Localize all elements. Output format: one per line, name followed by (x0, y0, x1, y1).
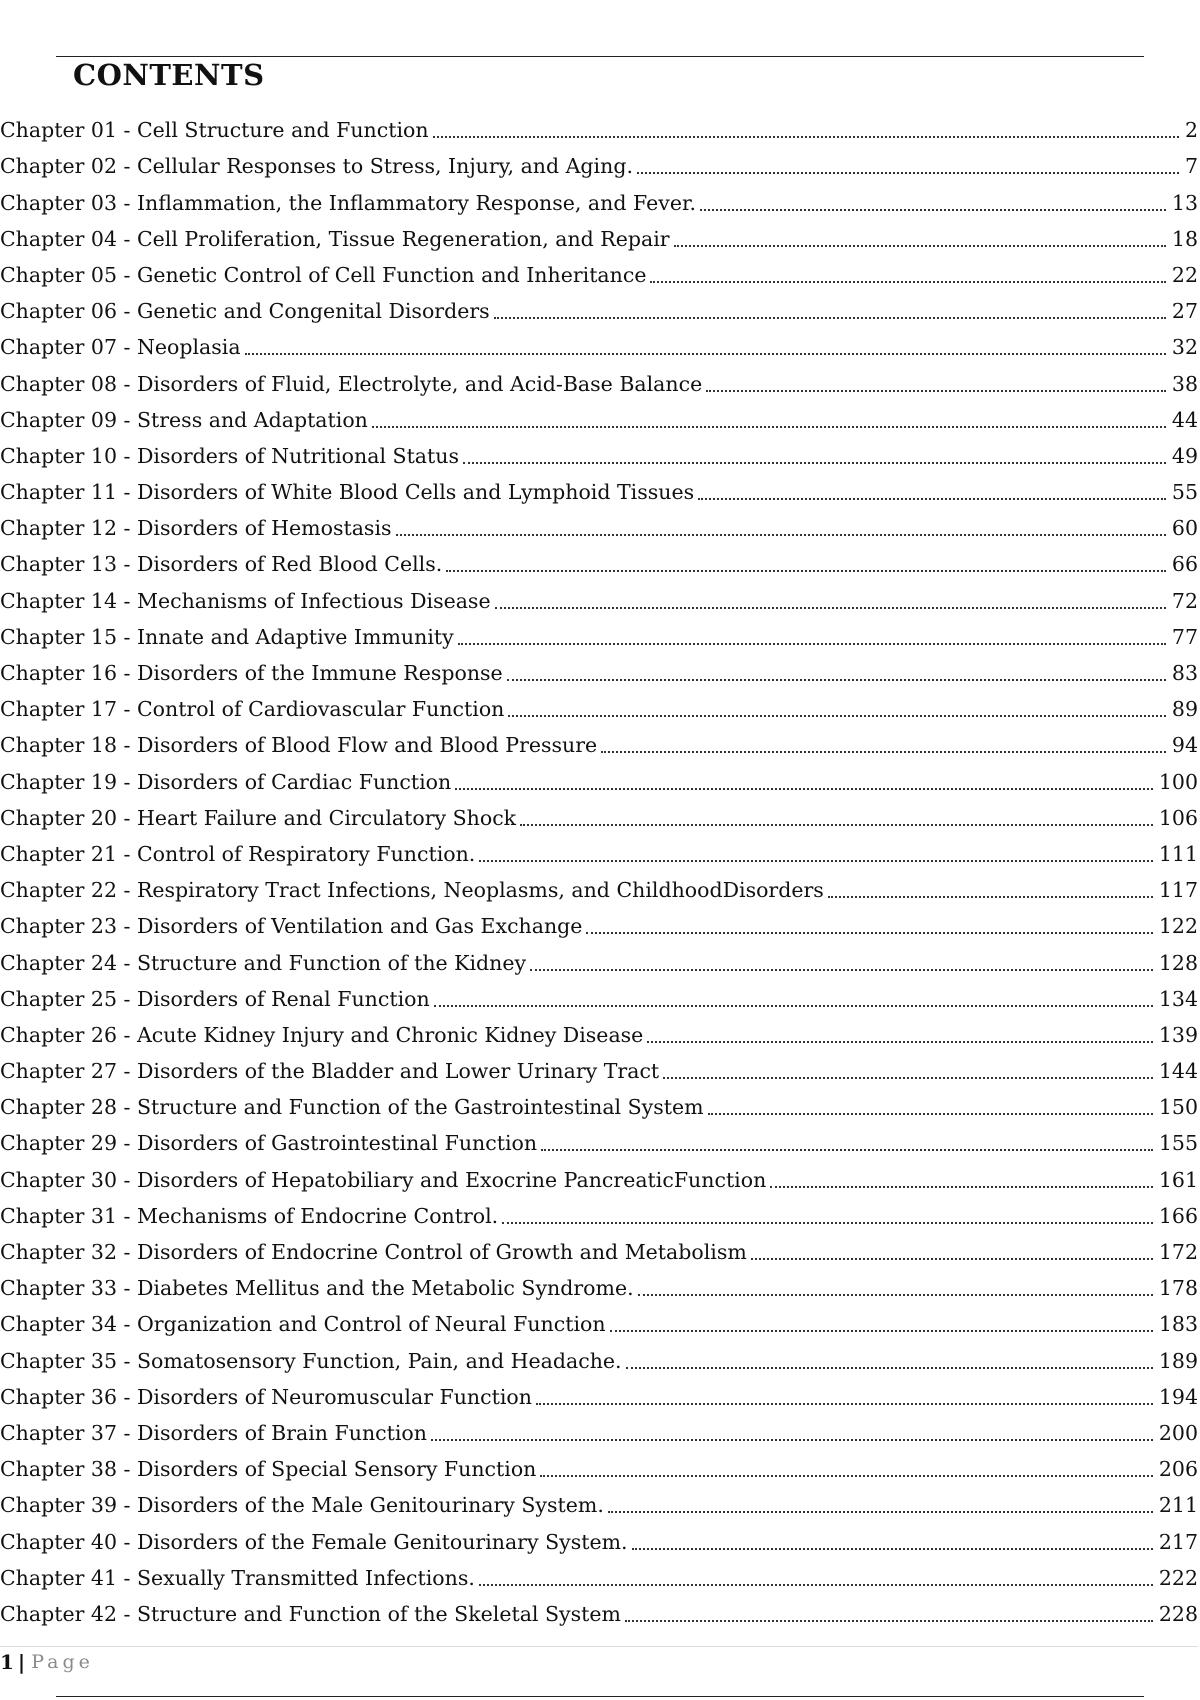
toc-entry-page: 55 (1171, 480, 1198, 505)
toc-entry[interactable] (0, 944, 1198, 980)
toc-entry[interactable] (0, 546, 1198, 582)
toc-entry-title: Chapter 12 - Disorders of Hemostasis (0, 516, 392, 541)
toc-dot-leader (372, 426, 1166, 428)
toc-dot-leader (608, 1511, 1153, 1513)
toc-entry-page: 60 (1171, 516, 1198, 541)
toc-entry-page: 189 (1158, 1348, 1198, 1373)
toc-entry-title: Chapter 42 - Structure and Function of the Skeletal System (0, 1601, 621, 1626)
toc-dot-leader (431, 1439, 1153, 1441)
toc-entry-title: Chapter 04 - Cell Proliferation, Tissue Regeneration, and Repair (0, 226, 670, 251)
toc-entry-page: 100 (1158, 769, 1198, 794)
toc-entry-page: 27 (1171, 299, 1198, 324)
toc-entry-title: Chapter 19 - Disorders of Cardiac Function (0, 769, 452, 794)
toc-entry[interactable] (0, 1306, 1198, 1342)
toc-entry-title: Chapter 08 - Disorders of Fluid, Electrolyte, and Acid-Base Balance (0, 371, 703, 396)
toc-entry-page: 206 (1158, 1457, 1198, 1482)
page-footer (0, 1650, 94, 1674)
toc-entry-page: 222 (1158, 1565, 1198, 1590)
toc-entry[interactable] (0, 1342, 1198, 1378)
toc-entry-title: Chapter 16 - Disorders of the Immune Response (0, 661, 503, 685)
footer-page-word: Page (31, 1651, 94, 1673)
toc-entry-page: 134 (1158, 986, 1198, 1011)
toc-dot-leader (458, 643, 1166, 645)
page-title: CONTENTS (73, 58, 265, 92)
toc-entry-page: 117 (1158, 878, 1198, 903)
toc-entry-page: 228 (1158, 1601, 1198, 1626)
toc-entry-title: Chapter 28 - Structure and Function of the Gastrointestinal System (0, 1095, 704, 1120)
toc-dot-leader (698, 498, 1166, 500)
toc-entry[interactable] (0, 1234, 1198, 1270)
toc-entry-title: Chapter 01 - Cell Structure and Function (0, 118, 429, 143)
toc-dot-leader (433, 136, 1179, 138)
toc-entry-title: Chapter 27 - Disorders of the Bladder and Lower Urinary Tract (0, 1059, 660, 1084)
toc-entry-title: Chapter 14 - Mechanisms of Infectious Disease (0, 588, 491, 613)
toc-dot-leader (508, 715, 1166, 717)
toc-entry-page: 211 (1158, 1493, 1198, 1518)
toc-entry[interactable] (0, 981, 1198, 1017)
toc-dot-leader (638, 1294, 1153, 1296)
table-of-contents (0, 112, 1198, 1632)
toc-entry-page: 38 (1171, 371, 1198, 396)
toc-dot-leader (479, 1584, 1153, 1586)
toc-dot-leader (770, 1186, 1153, 1188)
toc-entry[interactable] (0, 365, 1198, 401)
toc-dot-leader (647, 1041, 1153, 1043)
toc-entry-page: 172 (1158, 1240, 1198, 1264)
toc-entry-page: 94 (1171, 733, 1198, 758)
toc-entry-title: Chapter 18 - Disorders of Blood Flow and Blood Pressure (0, 733, 598, 758)
toc-entry-title: Chapter 38 - Disorders of Special Sensory Function (0, 1457, 537, 1482)
toc-dot-leader (507, 679, 1166, 681)
toc-entry-page: 83 (1171, 661, 1198, 685)
toc-entry-title: Chapter 26 - Acute Kidney Injury and Chronic Kidney Disease (0, 1022, 644, 1047)
toc-dot-leader (541, 1149, 1153, 1151)
toc-entry-page: 77 (1171, 624, 1198, 649)
toc-entry[interactable] (0, 727, 1198, 763)
toc-entry-title: Chapter 21 - Control of Respiratory Function. (0, 841, 476, 866)
toc-entry-title: Chapter 40 - Disorders of the Female Genitourinary System. (0, 1529, 628, 1554)
toc-dot-leader (674, 245, 1166, 247)
toc-dot-leader (586, 932, 1152, 934)
toc-entry[interactable] (0, 872, 1198, 908)
toc-entry[interactable] (0, 257, 1198, 293)
toc-dot-leader (502, 1222, 1153, 1224)
toc-entry-page: 111 (1158, 841, 1198, 866)
toc-dot-leader (479, 860, 1153, 862)
toc-entry[interactable] (0, 474, 1198, 510)
toc-dot-leader (455, 788, 1153, 790)
toc-entry-title: Chapter 32 - Disorders of Endocrine Control of Growth and Metabolism (0, 1240, 747, 1264)
toc-entry-title: Chapter 36 - Disorders of Neuromuscular Function (0, 1384, 532, 1409)
toc-entry-page: 13 (1171, 190, 1198, 215)
toc-entry-title: Chapter 05 - Genetic Control of Cell Function and Inheritance (0, 262, 647, 287)
toc-entry-title: Chapter 39 - Disorders of the Male Genitourinary System. (0, 1493, 604, 1518)
toc-entry-page: 44 (1171, 407, 1198, 432)
toc-dot-leader (637, 172, 1179, 174)
toc-entry-page: 139 (1158, 1022, 1198, 1047)
toc-entry-page: 200 (1158, 1420, 1198, 1445)
toc-entry[interactable] (0, 1451, 1198, 1487)
toc-dot-leader (434, 1005, 1153, 1007)
toc-entry-title: Chapter 25 - Disorders of Renal Function (0, 986, 430, 1011)
toc-entry-page: 144 (1158, 1059, 1198, 1084)
toc-entry-title: Chapter 20 - Heart Failure and Circulatory Shock (0, 805, 517, 830)
toc-entry-page: 155 (1158, 1131, 1198, 1156)
toc-entry-page: 122 (1158, 914, 1198, 939)
toc-entry-title: Chapter 24 - Structure and Function of the Kidney (0, 950, 527, 975)
toc-dot-leader (536, 1403, 1153, 1405)
toc-dot-leader (751, 1258, 1153, 1260)
toc-entry-title: Chapter 17 - Control of Cardiovascular Function (0, 697, 505, 722)
toc-entry[interactable] (0, 112, 1198, 148)
toc-dot-leader (828, 896, 1153, 898)
toc-entry-title: Chapter 09 - Stress and Adaptation (0, 407, 368, 432)
toc-entry[interactable] (0, 1560, 1198, 1596)
toc-entry-page: 89 (1171, 697, 1198, 722)
toc-entry-title: Chapter 13 - Disorders of Red Blood Cells. (0, 552, 443, 577)
toc-entry-page: 66 (1171, 552, 1198, 577)
toc-dot-leader (626, 1367, 1153, 1369)
toc-entry[interactable] (0, 1053, 1198, 1089)
toc-entry[interactable] (0, 1017, 1198, 1053)
toc-entry-title: Chapter 03 - Inflammation, the Inflammatory Response, and Fever. (0, 190, 697, 215)
toc-entry-title: Chapter 34 - Organization and Control of Neural Function (0, 1312, 606, 1337)
toc-entry[interactable] (0, 1161, 1198, 1197)
toc-entry[interactable] (0, 908, 1198, 944)
toc-entry-page: 2 (1184, 118, 1198, 143)
toc-entry-page: 150 (1158, 1095, 1198, 1120)
toc-entry-page: 166 (1158, 1203, 1198, 1228)
toc-entry-page: 49 (1171, 443, 1198, 468)
toc-entry-title: Chapter 29 - Disorders of Gastrointestinal Function (0, 1131, 538, 1156)
toc-entry[interactable] (0, 1379, 1198, 1415)
toc-dot-leader (245, 353, 1166, 355)
toc-entry-title: Chapter 33 - Diabetes Mellitus and the Metabolic Syndrome. (0, 1276, 634, 1301)
toc-entry[interactable] (0, 800, 1198, 836)
toc-dot-leader (601, 751, 1166, 753)
toc-entry-page: 18 (1171, 226, 1198, 251)
toc-entry-title: Chapter 02 - Cellular Responses to Stress, Injury, and Aging. (0, 154, 633, 179)
toc-entry-title: Chapter 41 - Sexually Transmitted Infections. (0, 1565, 475, 1590)
toc-dot-leader (663, 1077, 1153, 1079)
toc-entry[interactable] (0, 438, 1198, 474)
toc-entry-page: 183 (1158, 1312, 1198, 1337)
toc-dot-leader (700, 209, 1166, 211)
toc-entry[interactable] (0, 184, 1198, 220)
toc-entry[interactable] (0, 510, 1198, 546)
top-rule (56, 56, 1144, 57)
toc-entry-title: Chapter 11 - Disorders of White Blood Cells and Lymphoid Tissues (0, 480, 695, 505)
toc-dot-leader (463, 462, 1166, 464)
toc-entry-title: Chapter 23 - Disorders of Ventilation and Gas Exchange (0, 914, 583, 939)
toc-entry[interactable] (0, 763, 1198, 799)
toc-entry-title: Chapter 07 - Neoplasia (0, 335, 241, 360)
toc-entry-title: Chapter 15 - Innate and Adaptive Immunity (0, 624, 454, 649)
toc-entry-page: 7 (1184, 154, 1198, 179)
toc-entry-page: 217 (1158, 1529, 1198, 1554)
toc-entry-page: 178 (1158, 1276, 1198, 1301)
toc-entry-title: Chapter 10 - Disorders of Nutritional Status (0, 443, 459, 468)
toc-dot-leader (520, 824, 1153, 826)
toc-entry[interactable] (0, 1198, 1198, 1234)
toc-entry[interactable] (0, 293, 1198, 329)
toc-dot-leader (706, 390, 1166, 392)
toc-entry-page: 106 (1158, 805, 1198, 830)
toc-entry[interactable] (0, 148, 1198, 184)
footer-page-number: 1 (0, 1650, 14, 1674)
toc-entry[interactable] (0, 1487, 1198, 1523)
toc-entry-page: 161 (1158, 1167, 1198, 1192)
toc-dot-leader (495, 607, 1166, 609)
toc-dot-leader (530, 969, 1153, 971)
toc-entry-page: 22 (1171, 262, 1198, 287)
toc-dot-leader (610, 1330, 1153, 1332)
bottom-rule (56, 1696, 1144, 1697)
toc-entry[interactable] (0, 836, 1198, 872)
toc-entry-title: Chapter 37 - Disorders of Brain Function (0, 1420, 427, 1445)
toc-entry[interactable] (0, 655, 1198, 691)
toc-dot-leader (650, 281, 1165, 283)
toc-entry[interactable] (0, 329, 1198, 365)
footer-separator: | (17, 1650, 26, 1674)
toc-entry-title: Chapter 31 - Mechanisms of Endocrine Control. (0, 1203, 499, 1228)
toc-entry-title: Chapter 06 - Genetic and Congenital Disorders (0, 299, 490, 324)
toc-entry-page: 32 (1171, 335, 1198, 360)
toc-dot-leader (708, 1113, 1153, 1115)
toc-entry[interactable] (0, 691, 1198, 727)
toc-dot-leader (494, 317, 1166, 319)
footer-divider (0, 1646, 1198, 1647)
toc-entry-title: Chapter 35 - Somatosensory Function, Pain, and Headache. (0, 1348, 622, 1373)
toc-entry[interactable] (0, 582, 1198, 618)
toc-dot-leader (446, 570, 1166, 572)
toc-entry-page: 72 (1171, 588, 1198, 613)
toc-entry[interactable] (0, 402, 1198, 438)
toc-entry[interactable] (0, 1089, 1198, 1125)
toc-dot-leader (625, 1620, 1153, 1622)
toc-dot-leader (632, 1548, 1153, 1550)
toc-entry-page: 194 (1158, 1384, 1198, 1409)
toc-entry[interactable] (0, 1596, 1198, 1632)
toc-entry-title: Chapter 30 - Disorders of Hepatobiliary and Exocrine PancreaticFunction (0, 1167, 767, 1192)
toc-dot-leader (396, 534, 1166, 536)
toc-entry-title: Chapter 22 - Respiratory Tract Infections, Neoplasms, and ChildhoodDisorders (0, 878, 824, 903)
toc-entry[interactable] (0, 1125, 1198, 1161)
toc-entry[interactable] (0, 1270, 1198, 1306)
toc-entry[interactable] (0, 619, 1198, 655)
toc-entry[interactable] (0, 1523, 1198, 1559)
toc-entry-page: 128 (1158, 950, 1198, 975)
toc-entry[interactable] (0, 1415, 1198, 1451)
toc-dot-leader (540, 1475, 1152, 1477)
toc-entry[interactable] (0, 221, 1198, 257)
